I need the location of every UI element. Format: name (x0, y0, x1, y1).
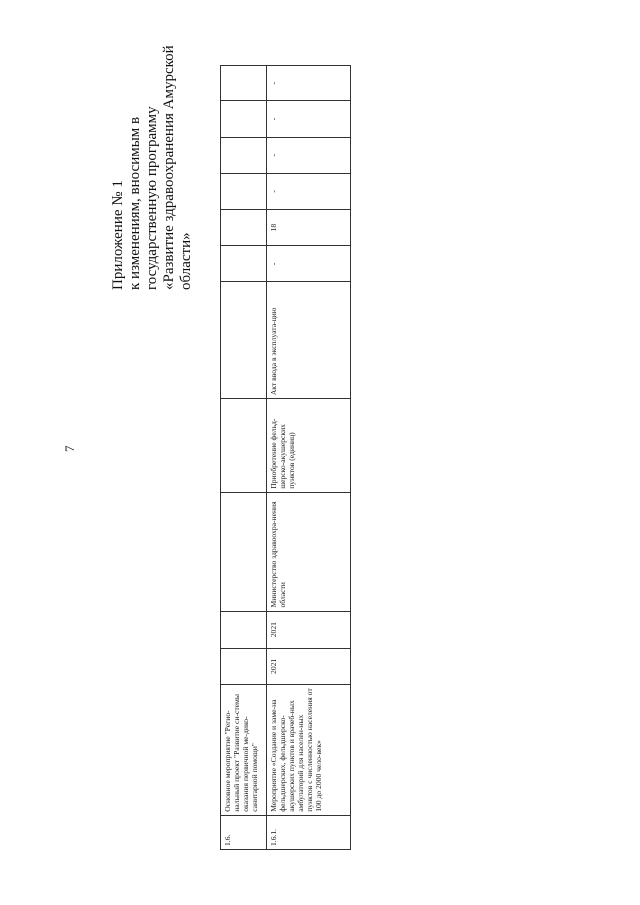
executor-cell (221, 492, 267, 611)
appendix-line: «Развитие здравоохранения Амурской (161, 45, 177, 290)
start-year-cell: 2021 (267, 648, 351, 684)
program-table-frame (220, 65, 351, 850)
value-cell (221, 246, 267, 282)
page-number: 7 (62, 445, 77, 452)
appendix-line: к изменениям, вносимым в (127, 116, 143, 290)
appendix-line: области» (178, 232, 194, 290)
row-number-cell: 1.6.1. (267, 815, 351, 849)
value-cell: - (267, 173, 351, 209)
table-row (267, 66, 351, 850)
value-cell (221, 210, 267, 246)
appendix-line: государственную программу (144, 106, 160, 290)
value-cell (221, 66, 267, 101)
table-row (221, 66, 267, 850)
end-year-cell (221, 611, 267, 648)
value-cell (221, 137, 267, 173)
activity-name-cell: Мероприятие «Создание и заме-на фельдшерских, фельдшерско-акушерских пунктов и врачеб-ных амбулаторий для населен-ных пунктов с численностью населения от 100 до 2000 чело-век» (267, 684, 351, 815)
value-cell: - (267, 137, 351, 173)
value-cell: - (267, 101, 351, 137)
document-cell: Акт ввода в эксплуата-цию (267, 282, 351, 399)
value-cell (221, 101, 267, 137)
result-cell: Приобретение фельд-шерско-акушерских пунктов (единиц) (267, 399, 351, 493)
document-cell (221, 282, 267, 399)
result-cell (221, 399, 267, 493)
appendix-line: Приложение № 1 (110, 180, 126, 290)
activity-name-cell: Основное мероприятие "Регио-нальный проект "Развитие си-стемы оказания первичной ме-дико-санитарной помощи" (221, 684, 267, 815)
value-cell: - (267, 66, 351, 101)
appendix-heading (110, 30, 195, 290)
executor-cell: Министерство здравоохра-нения области (267, 492, 351, 611)
value-cell: 18 (267, 210, 351, 246)
start-year-cell (221, 648, 267, 684)
program-table (220, 65, 351, 850)
end-year-cell: 2021 (267, 611, 351, 648)
value-cell: - (267, 246, 351, 282)
row-number-cell: 1.6. (221, 815, 267, 849)
value-cell (221, 173, 267, 209)
